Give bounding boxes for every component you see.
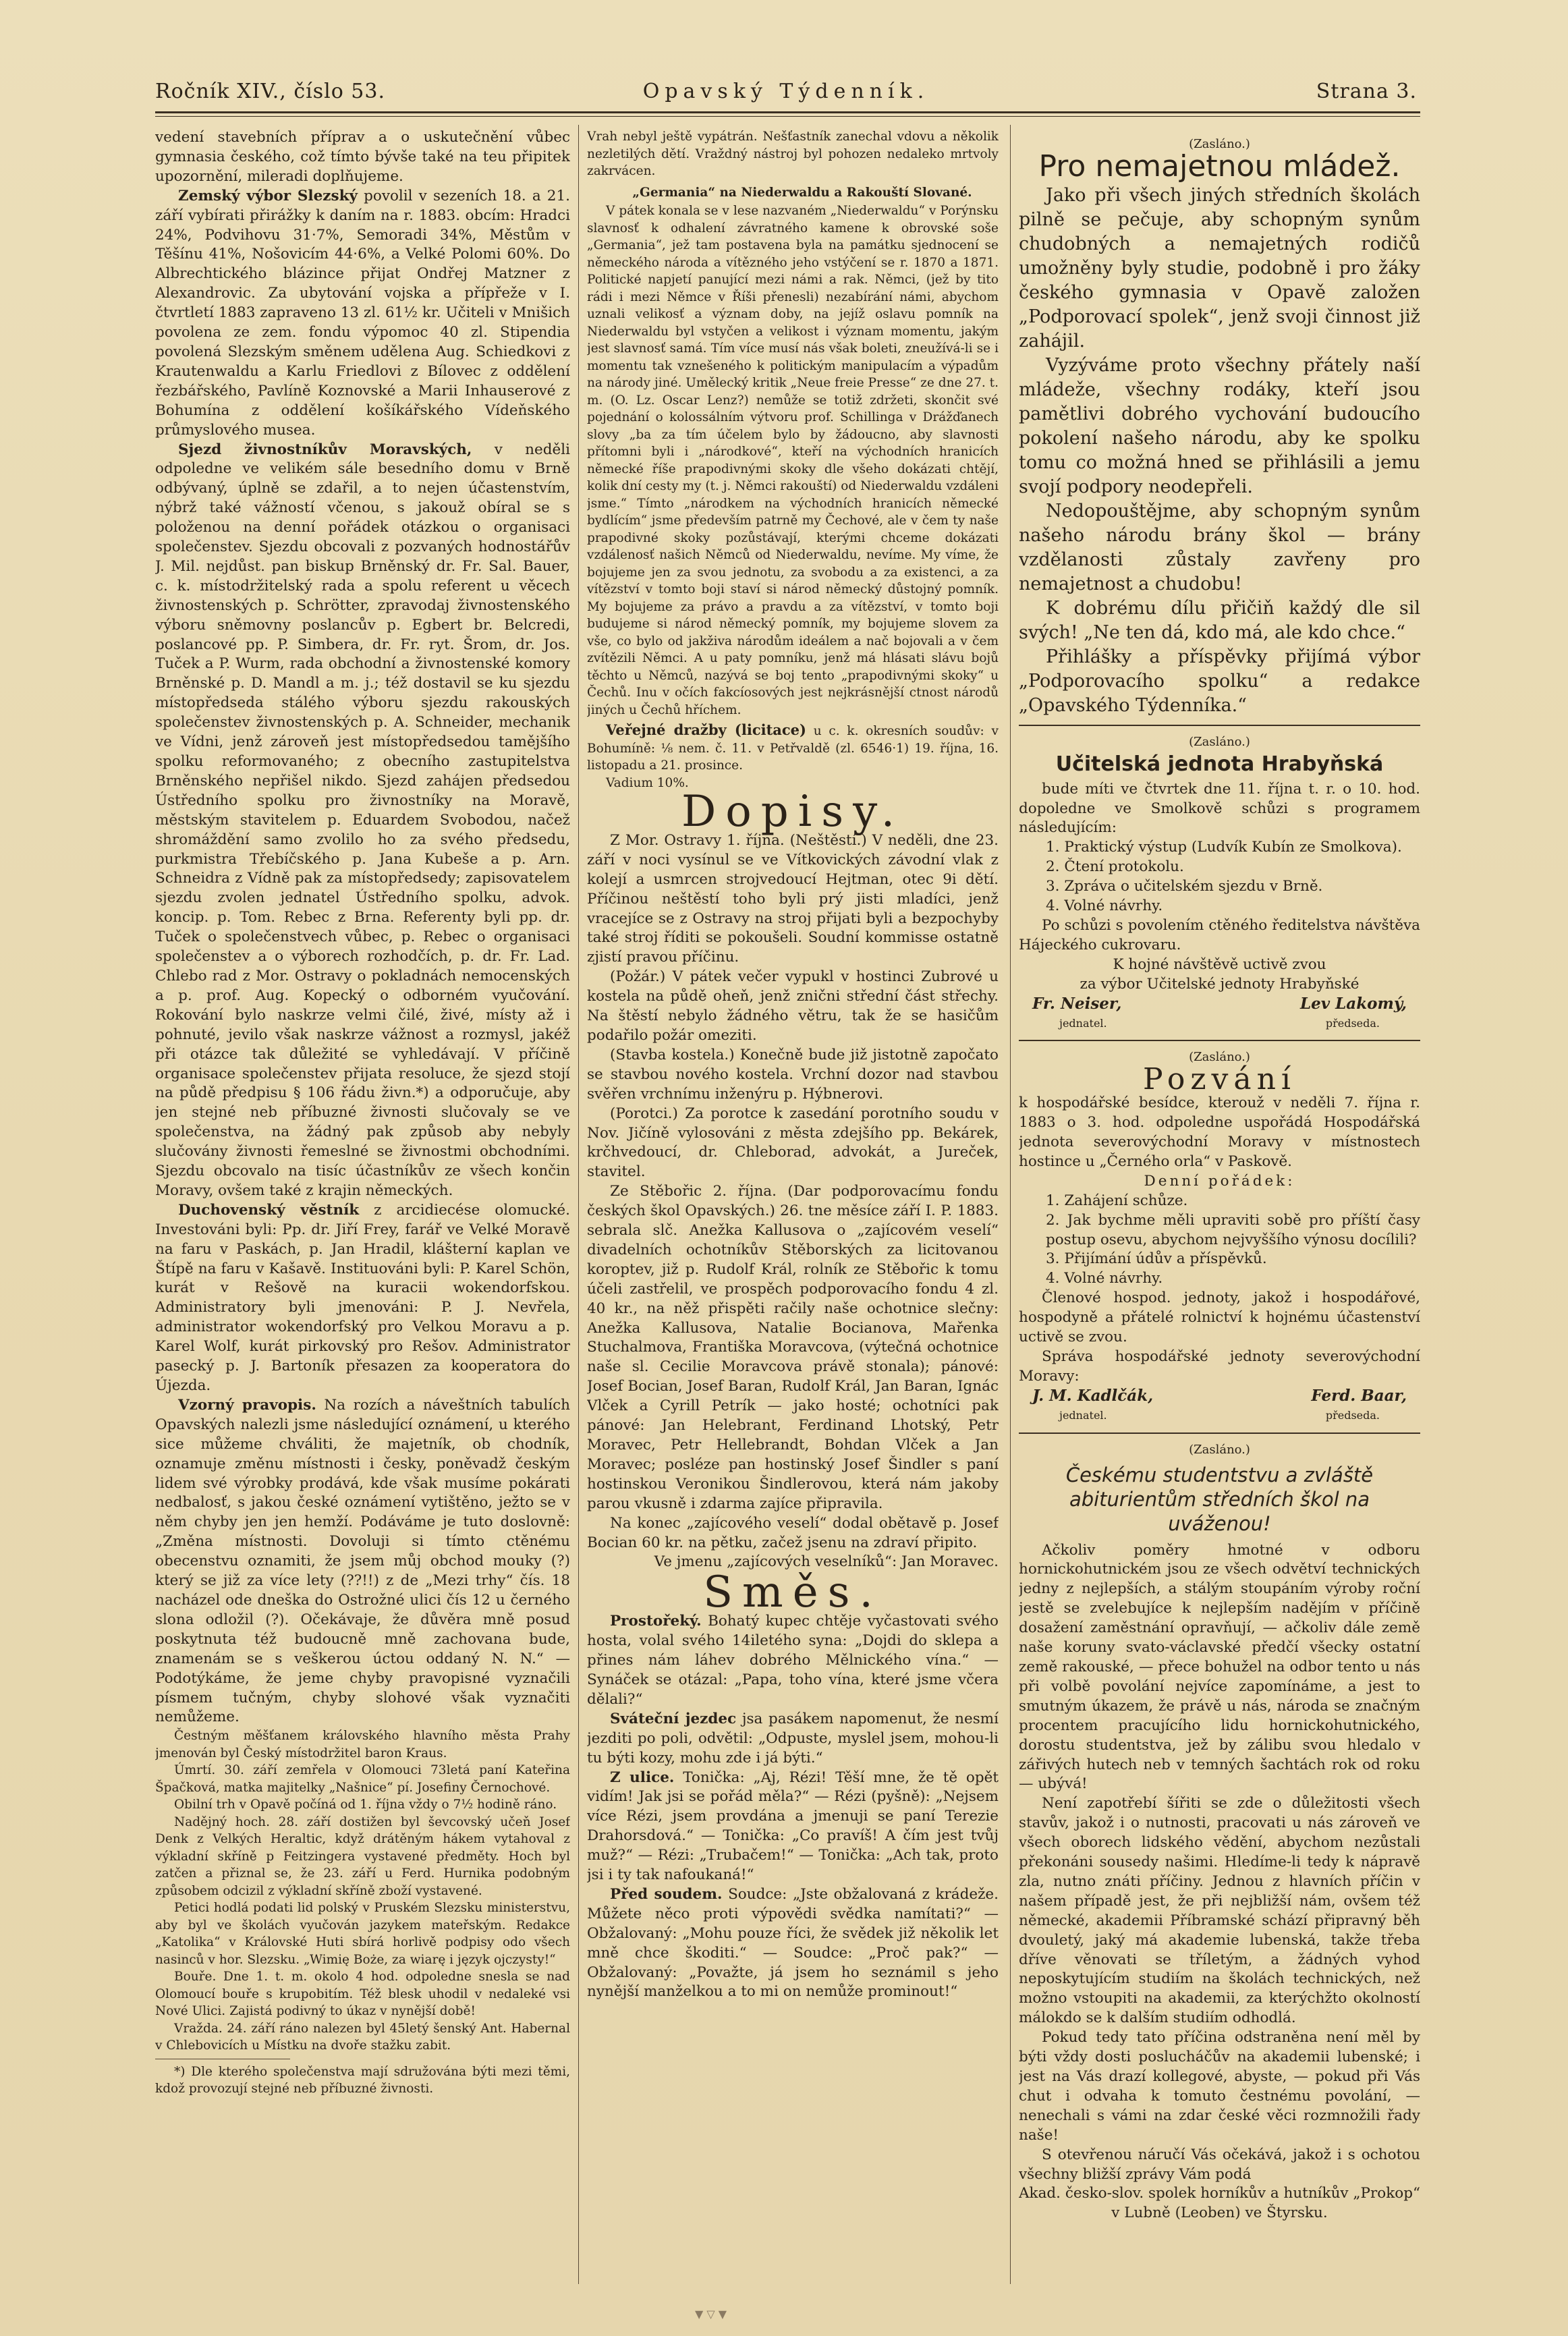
issue-label: Ročník XIV., číslo 53. [155, 80, 386, 103]
section-title-dopisy: Dopisy. [681, 787, 905, 837]
anecdote [587, 1710, 999, 1769]
letter: Na konec „zajícového veselí“ dodal obětavě p. Josef Bocian 60 kr. na pětku, začež jsenu na zdraví připito. [587, 1514, 999, 1551]
ad-body [1019, 184, 1420, 718]
paragraph: Vadium 10%. [606, 775, 689, 790]
news-briefs [155, 1727, 570, 2098]
newspaper-title: Opavský Týdenník. [642, 80, 930, 103]
paragraph: Jako při všech jiných středních školách pilně se pečuje, aby schopným synům chudobných a nemajetných rodičů umožněny byly studie, podobně i pro žáky českého gymnasia v Opavě založen „Podporovací spolek“, jenž svoji činnost již zahájil. [1019, 184, 1420, 352]
lead: Sváteční jezdec [610, 1710, 737, 1727]
role: jednatel. [1059, 1016, 1107, 1030]
column-2 [587, 128, 999, 2281]
agenda-item: 4. Volné návrhy. [1046, 1270, 1163, 1287]
brief: Obilní trh v Opavě počíná od 1. října vždy o 7½ hodině ráno. [174, 1798, 557, 1812]
letter: Z Mor. Ostravy 1. října. (Neštěstí.) V neděli, dne 23. září v noci vysínul se ve Vítkovických závodní vlak z kolejí a usmrcen strojvedoucí Hejtman, otec 9i dětí. Příčinou neštěstí toho byli prý jisti mladíci, jenž vracejíce se z Ostravy na stroj přijati byli a bezpochyby také stroj říditi se pokoušeli. Soudní kommisse ostatně zjistí pravou příčinu. [587, 831, 999, 966]
anecdote [587, 1612, 999, 1710]
text: jsa pasákem napomenut, že nesmí jezditi po poli, odvětil: „Odpuste, myslel jsem, mohou-li tu býti kozy, mohu zde i já býti.“ [587, 1710, 999, 1767]
footer-mark: ▼ ▽ ▼ [695, 2308, 727, 2320]
lead: Veřejné dražby (licitace) [606, 721, 806, 738]
agenda-item: 3. Přijímání údův a příspěvků. [1046, 1250, 1267, 1268]
text: u c. k. okresních soudův: v Bohumíně: ⅛ nem. č. 11. v Petřvaldě (zl. 6546·1) 19. října, 16. listopadu a 21. prosince. [587, 724, 999, 773]
lead: Sjezd živnostníkův Moravských, [178, 441, 472, 458]
brief: Úmrtí. 30. září zemřela v Olomouci 73letá paní Kateřina Špačková, matka majitelky „Našnice“ pí. Josefiny Černochové. [155, 1763, 570, 1795]
footnote: *) Dle kterého společenstva mají sdružována býti mezi těmi, kdož provozují stejné neb příbuzné živnosti. [155, 2064, 570, 2096]
agenda-item: 2. Jak bychme měli upraviti sobě pro příští časy postup osevu, abychom nejvyššího výnosu docílili? [1046, 1211, 1420, 1248]
signature: Lev Lakomý, [1299, 994, 1407, 1013]
paragraph: Vyzýváme proto všechny přátely naší mládeže, všechny rodáky, kteří jsou pamětlivi dobrého vychování budoucího pokolení našeho národu, aby ke spolku tomu co možná hned se přihlásili a jemu svojí podpory neodepřeli. [1019, 354, 1420, 497]
roles [1019, 1406, 1420, 1426]
page-header [155, 80, 1417, 111]
signatures [1019, 995, 1420, 1014]
paragraph [155, 441, 570, 1201]
header-rule [155, 111, 1420, 113]
role: jednatel. [1059, 1408, 1107, 1422]
text: Na rozích a náveštních tabulích Opavských nalezli jsme následující oznámení, u kterého sice můžeme chváliti, že majetník, ob chodník, oznamuje změnu místnosti i česky, poněvadž českým lidem své výrobky prodává, kde však musíme pokárati nedbalosť, s jakou české oznámení vytištěno, ježto se v něm chyby jen jen hemží. Podáváme je tuto doslovně: „Změna místnosti. Dovoluji si tímto ctěnému obecenstvu oznamiti, že jsem můj obchod mouky (?) který se již za více lety (??!!) z de „Mezi trhy“ čís. 18 nacházel ode dneška do Ostrožné ulici čís 12 u černého slona odložil (?). Očekávaje, že důvěra mně posud poskytnuta též budoucně mně zachovana bude, znamenám se s veškerou úctou oddaný N. N.“ — Podotýkáme, že jeme chyby pravopisné vyznačili písmem tučným, chyby slohové však vyznačiti nemůžeme. [155, 1396, 570, 1726]
text: Tonička: „Aj, Rézi! Těší mne, že tě opět vidím! Jak jsi se pořád měla?“ — Rézi (pyšně): „Nejsem více Rézi, jsem provdána a jmenuji se paní Terezie Drahorsdová.“ — Tonička: „Co pravíš! A čím jest tvůj muž?“ — Rézi: „Trubačem!“ — Tonička: „Ach tak, proto jsi i ty tak nafoukaná!“ [587, 1769, 999, 1884]
role: předseda. [1325, 1016, 1380, 1030]
paragraph: Přihlášky a příspěvky přijímá výbor „Podporovacího spolku“ a redakce „Opavského Týdenníka.“ [1019, 646, 1420, 716]
paragraph: k hospodářské besídce, kterouž v neděli 7. října r. 1883 o 3. hod. odpoledne uspořádá Hospodářská jednota severovýchodní Moravy v místnostech hostince u „Černého orla“ v Paskově. [1019, 1094, 1420, 1170]
paragraph [155, 1201, 570, 1396]
agenda-item: 4. Volné návrhy. [1046, 897, 1163, 915]
column-3 [1019, 128, 1420, 2281]
signature: J. M. Kadlčák, [1032, 1386, 1154, 1405]
lead: Před soudem. [610, 1885, 723, 1903]
brief: Bouře. Dne 1. t. m. okolo 4 hod. odpoledne snesla se nad Olomoucí bouře s krupobitím. Též blesk uhodil v nedaleké vsi Nové Ulici. Zajistá podivný to úkaz v nynější době! [155, 1970, 570, 2019]
column-divider [578, 125, 579, 2284]
paragraph: Vrah nebyl ještě vypátrán. Nešťastník zanechal vdovu a několik nezletilých dětí. Vraždný nástroj byl pohozen nedaleko mrtvoly zakrvácen. [587, 130, 999, 178]
zaslano-label: (Zasláno.) [1189, 1442, 1250, 1457]
header-rule-thin [155, 116, 1420, 117]
divider [1019, 1433, 1420, 1434]
agenda-item: 1. Praktický výstup (Ludvík Kubín ze Smolkova). [1046, 839, 1402, 856]
agenda-item: 2. Čtení protokolu. [1046, 858, 1184, 876]
paragraph [587, 721, 999, 775]
paragraph: vedení stavebních příprav a o uskutečnění vůbec gymnasia českého, což tímto bývše také na teu připitek upozornění, mileradi doplňujeme. [155, 129, 570, 185]
signature: Ferd. Baar, [1311, 1386, 1407, 1405]
article-title: „Germania“ na Niederwaldu a Rakouští Slované. [632, 185, 972, 200]
text: v neděli odpoledne ve velikém sále besedního domu v Brně odbývaný, úplně se zdařil, a to nejen účastenstvím, nýbrž také vážností včenou, s jakouž obíral se s položenou na denní pořádek otázkou o organisaci společenstev. Sjezdu obcovali z pozvaných hodnostářův J. Mil. nejdůst. pan biskup Brněnský dr. Fr. Sal. Bauer, c. k. místodržitelský rada a spolu referent u věcech živnostenských p. Schrötter, zpravodaj živnostenského výboru sněmovny poslancův p. Egbert br. Belcredi, poslancové pp. P. Simbera, dr. Fr. ryt. Šrom, dr. Jos. Tuček a P. Wurm, rada obchodní a živnostenské komory Brněnské p. D. Mandl a m. j.; též dostavil se ku sjezdu místopředseda stálého výboru sjezdu rakouských společenstev živnostenských p. A. Schneider, mechanik ve Vídni, jenž zároveň jest místopředsedou tamějšího spolku reformovaného; z obecního zastupitelstva Brněnského nepřišel nikdo. Sjezd zahájen předsedou Ústředního spolku pro živnostníky na Moravě, městským stavitelem p. Eduardem Svobodou, načež shromáždění samo zvolilo ho za svého předsedu, purkmistra Třebíčského p. Jana Kubeše a p. Arn. Schneidra z Vídně pak za místopředsedy; zapisovatelem sjezdu zvolen jednatel Ústředního spolku, advok. koncip. p. Tom. Rebec z Brna. Referenty byli pp. dr. Tuček o společenstvech vůbec, p. Rebec o organisaci společenstev a o výborech rozhodčích, p. dr. Fr. Lad. Chlebo rad z Mor. Ostravy o pokladnách nemocenských a p. prof. Aug. Kopecký o odborném vyučování. Rokování bylo naskrze velmi čilé, živé, místy až i pohnuté, jevilo však naskrze vážnost a rozmysl, jakéž při otázce tak důležité se vyhledávají. V příčině organisace společenstev přijata resoluce, že sjezd stojí na půdě předpisu § 106 řádu živn.*) a odporučuje, aby jen stejné neb příbuzné živnosti slučovaly se ve společenstva, na žádný pak způsob aby nebyly slučovány živnosti řemeslné se živnostmi obchodními. Sjezdu obcovalo na tisíc účastníkův ze všech končin Moravy, ovšem také z krajin německých. [155, 441, 570, 1199]
brief: Čestným měšťanem královského hlavního města Prahy jmenován byl Český místodržitel baron Kraus. [155, 1729, 570, 1760]
agenda-list [1019, 1192, 1420, 1289]
lead: Zemský výbor Slezský [178, 187, 358, 204]
column-divider [1010, 125, 1011, 2284]
lead: Z ulice. [610, 1769, 675, 1786]
letter: (Porotci.) Za porotce k zasedání porotního soudu v Nov. Jičíně vylosováni z města zdejšího pp. Bekárek, krčhvedoucí, dr. Chleborad, advokát, a Jureček, stavitel. [587, 1105, 999, 1181]
paragraph: K dobrému dílu přičiň každý dle sil svých! „Ne ten dá, kdo má, ale kdo chce.“ [1019, 597, 1420, 643]
anecdote [587, 1769, 999, 1885]
zaslano-label: (Zasláno.) [1189, 137, 1250, 151]
paragraph: za výbor Učitelské jednoty Hrabyňské [1080, 975, 1360, 993]
paragraph [155, 187, 570, 441]
paragraph: S otevřenou náručí Vás očekává, jakož i s ochotou všechny bližší zprávy Vám podá [1019, 2146, 1420, 2183]
agenda-heading: Denní pořádek: [1144, 1172, 1295, 1190]
ad-title: Pozvání [1143, 1062, 1296, 1097]
text: Soudce: „Jste obžalovaná z krádeže. Můžete něco proti výpovědi svědka namítati?“ — Obžalovaný: „Mohu pouze říci, že svědek již několik let mně chce škoditi.“ — Soudce: „Proč pak?“ — Obžalovaný: „Považte, já jsem ho seznámil s jeho nynější manželkou a to mi on nemůže prominout!“ [587, 1885, 999, 2001]
paragraph: Po schůzi s povolením ctěného ředitelstva návštěva Hájeckého cukrovaru. [1019, 916, 1420, 953]
divider [1019, 1040, 1420, 1041]
divider [1019, 725, 1420, 726]
ad-signature: Akad. česko-slov. spolek horníkův a hutníkův „Prokop“ [1019, 2185, 1420, 2202]
brief: Vražda. 24. září ráno nalezen byl 45letý šenský Ant. Habernal v Chlebovicích u Místku na dvoře stažku zabit. [155, 2021, 570, 2053]
letter: Ze Stěbořic 2. října. (Dar podporovacímu fondu českých škol Opavských.) 26. tne měsíce září I. P. 1883. sebrala slč. Anežka Kallusova o „zajícovém veselí“ divadelních ochotníkův Stěborských za licitovanou koroptev, již p. Rudolf Král, rolník ze Stěbořic k tomu účeli zastřelil, ve prospěch podporovacího fondu 4 zl. 40 kr., na něž přispěti račily naše ochotnice slečny: Anežka Kallusova, Natalie Bocianova, Mařenka Stuchalmova, Františka Moravcova, (výtečná ochotnice naše sl. Cecilie Moravcova právě stonala); pánové: Josef Bocian, Josef Baran, Rudolf Král, Jan Baran, Ignác Vlček a Cyrill Petrík — jako hosté; ochotníci pak pánové: Jan Helebrant, Ferdinand Lhotský, Petr Moravec, Petr Hellebrandt, Bohdan Vlček a Jan Moravec; posléze pan hostinský Josef Šindler s paní hostinskou Veronikou Šindlerovou, která nám jakoby parou vkusně i zdarma zajíce připravila. [587, 1183, 999, 1512]
ad-title: Pro nemajetnou mládež. [1038, 148, 1401, 184]
roles [1019, 1014, 1420, 1034]
letter-signature: Ve jmenu „zajícových veselníků“: Jan Moravec. [654, 1553, 999, 1571]
signature: Fr. Neiser, [1032, 994, 1122, 1013]
paragraph: Členové hospod. jednoty, jakož i hospodářové, hospodyně a přátelé rolnictví k hojnému účastenství uctivě se zvou. [1019, 1289, 1420, 1346]
paragraph: Pokud tedy tato příčina odstraněna není měl by býti vždy dosti poslucháčův na akademii lubenské; i jest na Vás drazí kollegové, abyste, — pokud při Vás chut i odvaha k tomuto čestnému povolání, — nenechali s vámi na zdar české věci rozmnožili řady naše! [1019, 2029, 1420, 2144]
paragraph: Není zapotřebí šířiti se zde o důležitosti všech stavův, jakož i o nutnosti, pracovati u nás zároveň ve všech oborech lidského vědění, abychom nezůstali překonáni sousedy našimi. Hledíme-li tedy k nápravě zla, nutno znáti příčiny. Jednou z hlavních příčin v našem případě jest, že při nejbližší nám, ovšem též německé, akademii Příbramské schází připravný běh dvouletý, jaký má akademie lubenská, takže třeba dříve věnovati se tříletým, a žádných vyhod neposkytujícím studiím na školách technických, než možno vstoupiti na akademii, za kterýchžto okolností málokdo se k dalším studiím odhodlá. [1019, 1795, 1420, 2027]
ad-title: Učitelská jednota Hrabyňská [1055, 752, 1384, 776]
section-title-smes: Směs. [703, 1567, 883, 1618]
ad-title: Českému studentstvu a zvláště abiturientům středních škol na uváženou! [1065, 1463, 1374, 1535]
paragraph: Nedopouštějme, aby schopným synům našeho národu brány škol — brány vzdělanosti zůstaly zavřeny pro nemajetnost a chudobu! [1019, 500, 1420, 594]
anecdote [587, 1885, 999, 2002]
letter: (Požár.) V pátek večer vypukl v hostinci Zubrové u kostela na půdě oheň, jenž znični střední část střechy. Na štěstí nebylo žádného větru, tak že se hasičům podařilo požár omeziti. [587, 968, 999, 1044]
lead: Duchovenský věstník [178, 1201, 360, 1219]
lead: Vzorný pravopis. [178, 1396, 316, 1414]
paragraph: Správa hospodářské jednoty severovýchodní Moravy: [1019, 1348, 1420, 1385]
role: předseda. [1325, 1408, 1380, 1422]
agenda-list [1019, 838, 1420, 916]
zaslano-label: (Zasláno.) [1189, 734, 1250, 749]
brief: Petici hodlá podati lid polský v Pruském Slezsku ministerstvu, aby byl ve školách vyučován jazykem mateřským. Redakce „Katolika“ v Královské Huti sbírá horlivě podpisy odo všech nasinců v hor. Slezsku. „Wimię Boże, za wiarę i język ojczysty!“ [155, 1901, 570, 1967]
ad-place: v Lubně (Leoben) ve Štyrsku. [1111, 2204, 1328, 2222]
signatures [1019, 1387, 1420, 1406]
zaslano-label: (Zasláno.) [1189, 1050, 1250, 1065]
paragraph: V pátek konala se v lese nazvaném „Niederwaldu“ v Porýnsku slavnosť k odhalení závratného kamene k obrovské soše „Germania“, jež tam postavena byla na památku sjednocení se německého národa a vítězného jeho vstýčení se r. 1870 a 1871. Politické napjetí panující mezi námi a rak. Němci, (jež by tito rádi i mezi Němce v Říši přenesli) nezabírání námi, abychom uznali velikosť a význam doby, na jejíž oslavu pomník na Niederwaldu byl vstyčen a velikost i význam momentu, jakým jest slavnosť samá. Tím více musí nás však boleti, zneužívá-li se i momentu tak vznešeného k politickým manipulacím a výpadům na národy jiné. Umělecký kritik „Neue freie Presse“ ze dne 27. t. m. (O. Lz. Oscar Lenz?) nemůže se totiž zdržeti, skončit své pojednání o kolossálním výtvoru prof. Schillinga v Drážďanech slovy „ba za tím účelem bylo by žádoucno, aby slavnosti přítomni byli i „národkové“, kteří na východních hranicích německé říše prapodivnými skoky dle všeho dokázati chtějí, kolik dní cesty my (t. j. Němci rakouští) od Niederwaldu vzdáleni jsme.“ Tímto „národkem na východních hranicích německé bydlícím“ jsme především patrně my Čechové, ale v čem ty naše prapodivné skoky pozůstávají, kterými chceme dokázati vzdálenosť našich Němců od Niederwaldu, nevíme. My víme, že bojujeme jen za svou jednotu, za svobodu a za existenci, a za vítězství v tomto boji staví si národ německý důstojný pomník. My bojujeme za právo a pravdu a za vítězství, v tomto boji budujeme si národ německý pomník, my bojujeme slovem za vše, co bylo od jakživa národům ideálem a nač bojovali a v čem zvítězili Němci. A u paty pomníku, jenž má hlásati slávu bojů těchto u Němců, nazývá se boj tento „prapodivnými skoky“ u Čechů. Inu v očích fakcíosových jest nejkrásnější ctnost národů jiných u Čechů hříchem. [587, 204, 999, 717]
lead: Prostořeký. [610, 1613, 702, 1630]
column-1 [155, 128, 570, 2281]
small-news [587, 128, 999, 791]
text: povolil v sezeních 18. a 21. září vybírati přirážky k daním na r. 1883. obcím: Hradci 24%, Podvihovu 31·7%, Semoradi 34%, Městům v Těšínu 41%, Nošovicím 44·6%, a Velké Polomi 60%. Do Albrechtického blázince přijat Ondřej Matzner z Alexandrovic. Za ubytování vojska a přípřeže v I. čtvrtletí 1883 zapraveno 13 zl. 61½ kr. Učiteli v Mnišich povolena ze zem. fondu výpomoc 40 zl. Stipendia povolená Slezským směnem udělena Aug. Schiedkovi z Krautenwaldu a Karlu Friedlovi z Bílovec z oddělení řezbářského, Pavlíně Koznovské a Marii Inhauserové z Bohumína z oddělení košíkářského Vídeňského průmyslového musea. [155, 187, 570, 439]
paragraph [155, 1396, 570, 1727]
paragraph: K hojné návštěvě uctivě zvou [1113, 955, 1326, 973]
text: Bohatý kupec chtěje vyčastovati svého hosta, volal svého 14iletého syna: „Dojdi do sklepa a přines nám láhev dobrého Mělnického vína.“ — Synáček se otázal: „Papa, toho vína, které jsme včera dělali?“ [587, 1613, 999, 1708]
agenda-item: 1. Zahájení schůze. [1046, 1192, 1188, 1209]
letter: (Stavba kostela.) Konečně bude již jistotně započato se stavbou nového kostela. Vrchní dozor nad stavbou svěřen vrchnímu inženýru p. Hýbnerovi. [587, 1046, 999, 1103]
agenda-item: 3. Zpráva o učitelském sjezdu v Brně. [1046, 878, 1323, 895]
paragraph: bude míti ve čtvrtek dne 11. října t. r. o 10. hod. dopoledne ve Smolkově schůzi s programem následujícím: [1019, 780, 1420, 837]
brief: Nadějný hoch. 28. září dostižen byl ševcovský učeň Josef Denk z Velkých Heraltic, když drátěným hákem vytahoval z výkladní skříně p Feitzingera vystavené předměty. Hoch byl zatčen a přiznal se, že 23. září u Ferd. Hurnika podobným způsobem odcizil z výkladní skříně zboží vystavené. [155, 1814, 570, 1898]
text: z arcidiecése olomucké. Investováni byli: Pp. dr. Jiří Frey, farář ve Velké Moravě na faru v Paskách, p. Jan Hradil, klášterní kaplan ve Štípě na faru v Kašavě. Instituováni byli: P. Karel Schön, kurát v Rešově na kuracii wokendorfskou. Administratory byli jmenováni: P. J. Nevřela, administrator wokendorfský pro Velkou Moravu a p. Karel Wolf, kurát pirkovský pro Rešov. Administrator pasecký p. J. Bartoník přesazen za kooperatora do Újezda. [155, 1201, 570, 1394]
paragraph: Ačkoliv poměry hmotné v odboru hornickohutnickém jsou ze všech odvětví technických jedny z nejlepších, a stálým stoupáním výroby roční jestě se zvelebujíce k nejlepším nadějím v příčině dosažení zaměstnání opravňují, — ačkoliv dále země naše koruny svato-václavské předčí všecky ostatní země rakouské, — přece bohužel na odbor tento u nás při volbě povolání nejvíce zapomínáme, a jest to smutným úkazem, že právě u nás, národa se značným procentem pracujícího lidu hornickohutnického, dorostu studentstva, jež by zálibu svou hledalo v zářivých hutech neb v temných šachtách rok od roku — ubývá! [1019, 1541, 1420, 1793]
page-number: Strana 3. [1316, 80, 1417, 103]
